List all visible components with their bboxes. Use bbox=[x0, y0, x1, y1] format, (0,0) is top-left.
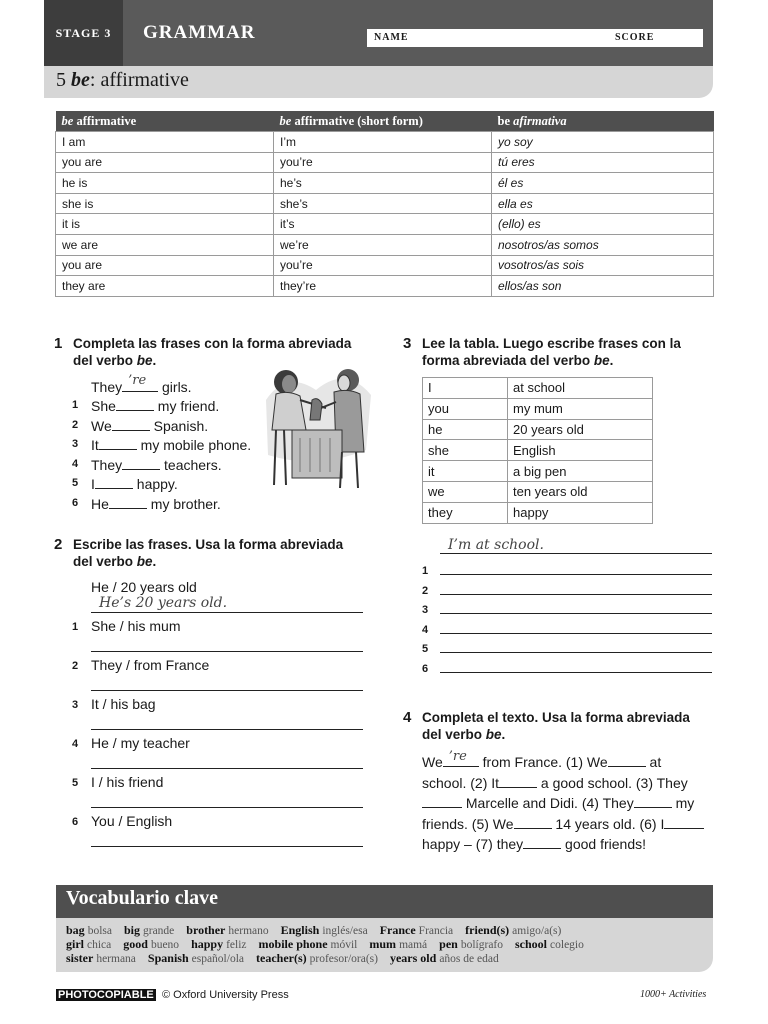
answer-line[interactable] bbox=[91, 612, 363, 613]
item-prompt: You / English bbox=[91, 813, 173, 829]
two-girls-illustration bbox=[256, 360, 378, 492]
table-row bbox=[423, 398, 653, 419]
table-row bbox=[423, 461, 653, 482]
vocab-translation: años de edad bbox=[439, 953, 499, 965]
table-row bbox=[423, 481, 653, 502]
item-prompt: They / from France bbox=[91, 657, 210, 673]
section-title: GRAMMAR bbox=[143, 22, 256, 43]
answer-blank[interactable] bbox=[99, 435, 137, 450]
item-number: 2 bbox=[422, 584, 429, 597]
exercise-instruction: Completa las frases con la forma abreviada del verbo be. bbox=[73, 336, 352, 368]
item-number: 6 bbox=[422, 663, 429, 675]
table-cell: my mum bbox=[508, 398, 653, 419]
photocopiable-badge: PHOTOCOPIABLE bbox=[58, 989, 154, 1001]
table-cell: he’s bbox=[274, 173, 492, 194]
answer-line[interactable] bbox=[440, 553, 712, 554]
vocab-word: mobile phone bbox=[258, 937, 328, 951]
example-prompt: He / 20 years old bbox=[91, 579, 197, 595]
answer-blank[interactable] bbox=[109, 494, 147, 509]
answer-line[interactable] bbox=[91, 651, 363, 652]
table-cell: nosotros/as somos bbox=[492, 234, 714, 255]
table-cell: (ello) es bbox=[492, 214, 714, 235]
table-row bbox=[56, 152, 714, 173]
table-header: be affirmative bbox=[56, 111, 274, 132]
table-cell: he is bbox=[56, 173, 274, 194]
table-cell: a big pen bbox=[508, 461, 653, 482]
table-header: be afirmativa bbox=[492, 111, 714, 132]
item-rest: my friend. bbox=[153, 398, 220, 414]
series-name: 1000+ Activities bbox=[640, 989, 707, 1000]
item-prompt: She / his mum bbox=[91, 618, 181, 634]
table-cell: it’s bbox=[274, 214, 492, 235]
table-row bbox=[56, 193, 714, 214]
table-cell: ella es bbox=[492, 193, 714, 214]
vocab-translation: hermana bbox=[96, 953, 136, 965]
vocab-translation: español/ola bbox=[191, 953, 244, 965]
answer-blank[interactable] bbox=[112, 416, 150, 431]
table-row bbox=[423, 440, 653, 461]
item-subject: She bbox=[91, 398, 116, 414]
vocab-word: Spanish bbox=[147, 951, 189, 965]
item-subject: We bbox=[91, 418, 112, 434]
table-row bbox=[56, 214, 714, 235]
item-number: 5 bbox=[422, 643, 429, 656]
list-item bbox=[91, 494, 221, 512]
vocab-row bbox=[66, 937, 596, 952]
item-number: 6 bbox=[72, 816, 79, 828]
vocab-translation: chica bbox=[87, 939, 112, 951]
table-cell: 20 years old bbox=[508, 419, 653, 440]
table-row bbox=[56, 132, 714, 153]
item-rest: teachers. bbox=[160, 457, 222, 473]
item-subject: It bbox=[91, 437, 99, 453]
item-number: 3 bbox=[72, 438, 79, 450]
item-number: 4 bbox=[72, 738, 79, 750]
vocab-translation: feliz bbox=[226, 939, 247, 951]
exercise-4-text: We ’re from France. (1) We at school. (2) It a good school. (3) They Marcelle and Didi. (4) They my friends. (5) We 14 years old. (6) I happy – (7) they good friends! bbox=[422, 752, 714, 855]
item-number: 6 bbox=[72, 497, 79, 509]
handwritten-answer: I’m at school. bbox=[448, 537, 544, 553]
exercise-number: 1 bbox=[54, 335, 63, 352]
be-affirmative-table bbox=[55, 111, 714, 297]
item-rest: my brother. bbox=[146, 496, 221, 512]
item-number: 4 bbox=[72, 458, 79, 470]
vocab-word: good bbox=[123, 937, 148, 951]
table-cell: they are bbox=[56, 276, 274, 297]
list-item bbox=[91, 416, 208, 434]
table-row bbox=[56, 276, 714, 297]
vocab-word: happy bbox=[191, 937, 224, 951]
answer-blank[interactable] bbox=[122, 455, 160, 470]
vocab-word: big bbox=[123, 923, 140, 937]
exercise-number: 3 bbox=[403, 335, 412, 352]
answer-line[interactable] bbox=[91, 768, 363, 769]
table-cell: you are bbox=[56, 255, 274, 276]
unit-title bbox=[56, 69, 189, 92]
item-number: 3 bbox=[72, 699, 79, 711]
table-cell: she’s bbox=[274, 193, 492, 214]
vocab-translation: inglés/esa bbox=[322, 925, 368, 937]
vocab-word: bag bbox=[66, 923, 85, 937]
list-item bbox=[91, 474, 178, 492]
vocab-translation: amigo/a(s) bbox=[512, 925, 562, 937]
list-item bbox=[91, 435, 251, 453]
table-cell: you’re bbox=[274, 255, 492, 276]
table-cell: English bbox=[508, 440, 653, 461]
answer-line[interactable] bbox=[91, 690, 363, 691]
item-number: 1 bbox=[72, 621, 79, 633]
vocab-word: teacher(s) bbox=[256, 951, 307, 965]
vocab-translation: bolsa bbox=[87, 925, 112, 937]
table-header: be affirmative (short form) bbox=[274, 111, 492, 132]
vocab-word: English bbox=[280, 923, 320, 937]
item-subject: He bbox=[91, 496, 109, 512]
item-number: 3 bbox=[422, 604, 429, 617]
answer-line[interactable] bbox=[440, 594, 712, 595]
vocab-word: years old bbox=[389, 951, 437, 965]
vocab-translation: mamá bbox=[399, 939, 428, 951]
item-number: 2 bbox=[72, 419, 79, 431]
handwritten-answer: He’s 20 years old. bbox=[99, 595, 228, 611]
vocab-title: Vocabulario clave bbox=[66, 887, 219, 909]
answer-line[interactable] bbox=[440, 633, 712, 634]
list-item bbox=[91, 455, 222, 473]
vocab-translation: profesor/ora(s) bbox=[309, 953, 378, 965]
answer-blank[interactable] bbox=[116, 396, 154, 411]
vocab-translation: hermano bbox=[228, 925, 269, 937]
answer-line[interactable] bbox=[91, 846, 363, 847]
table-cell: she is bbox=[56, 193, 274, 214]
answer-line[interactable] bbox=[440, 652, 712, 653]
table-cell: she bbox=[423, 440, 508, 461]
answer-line[interactable] bbox=[440, 672, 712, 673]
table-cell: it bbox=[423, 461, 508, 482]
exercise-instruction: Completa el texto. Usa la forma abreviada del verbo be. bbox=[422, 710, 690, 742]
answer-line[interactable] bbox=[440, 613, 712, 614]
publisher-credit: © Oxford University Press bbox=[162, 989, 289, 1001]
vocab-word: sister bbox=[66, 951, 94, 965]
item-number: 4 bbox=[422, 623, 429, 636]
vocab-translation: bolígrafo bbox=[460, 939, 504, 951]
stage-label: STAGE 3 bbox=[44, 0, 123, 66]
exercise-3-table bbox=[422, 377, 653, 524]
item-prompt: I / his friend bbox=[91, 774, 164, 790]
table-cell: we are bbox=[56, 234, 274, 255]
table-cell: ten years old bbox=[508, 481, 653, 502]
answer-line[interactable] bbox=[91, 729, 363, 730]
vocab-translation: móvil bbox=[330, 939, 358, 951]
table-cell: I am bbox=[56, 132, 274, 153]
item-prompt: It / his bag bbox=[91, 696, 156, 712]
answer-line[interactable] bbox=[440, 574, 712, 575]
table-cell: it is bbox=[56, 214, 274, 235]
vocab-row bbox=[66, 951, 511, 966]
example-sentence: They ’re girls. bbox=[91, 373, 192, 395]
vocab-row bbox=[66, 923, 573, 938]
item-number: 5 bbox=[72, 477, 79, 489]
table-cell: tú eres bbox=[492, 152, 714, 173]
item-number: 2 bbox=[72, 660, 79, 672]
table-cell: we’re bbox=[274, 234, 492, 255]
vocab-translation: Francia bbox=[418, 925, 454, 937]
vocab-word: girl bbox=[66, 937, 84, 951]
vocab-word: pen bbox=[439, 937, 458, 951]
table-row bbox=[56, 234, 714, 255]
table-row bbox=[56, 255, 714, 276]
table-cell: you’re bbox=[274, 152, 492, 173]
exercise-number: 4 bbox=[403, 709, 412, 726]
item-subject: I bbox=[91, 476, 95, 492]
table-cell: él es bbox=[492, 173, 714, 194]
unit-number: 5 bbox=[56, 69, 66, 91]
item-number: 5 bbox=[72, 777, 79, 789]
vocab-word: friend(s) bbox=[465, 923, 510, 937]
table-row bbox=[423, 419, 653, 440]
answer-blank[interactable] bbox=[95, 474, 133, 489]
table-cell: I’m bbox=[274, 132, 492, 153]
table-row bbox=[56, 173, 714, 194]
table-cell: ellos/as son bbox=[492, 276, 714, 297]
table-cell: he bbox=[423, 419, 508, 440]
vocab-translation: grande bbox=[142, 925, 175, 937]
exercise-instruction: Lee la tabla. Luego escribe frases con la forma abreviada del verbo be. bbox=[422, 336, 681, 368]
vocab-word: mum bbox=[369, 937, 397, 951]
exercise-instruction: Escribe las frases. Usa la forma abreviada del verbo be. bbox=[73, 537, 344, 569]
vocab-translation: bueno bbox=[150, 939, 180, 951]
item-rest: my mobile phone. bbox=[136, 437, 252, 453]
table-cell: at school bbox=[508, 378, 653, 399]
table-cell: yo soy bbox=[492, 132, 714, 153]
vocab-word: brother bbox=[186, 923, 226, 937]
item-number: 1 bbox=[422, 565, 429, 577]
table-row bbox=[423, 378, 653, 399]
table-cell: we bbox=[423, 481, 508, 502]
item-prompt: He / my teacher bbox=[91, 735, 190, 751]
table-row bbox=[423, 502, 653, 523]
table-cell: you bbox=[423, 398, 508, 419]
item-number: 1 bbox=[72, 399, 79, 411]
table-cell: vosotros/as sois bbox=[492, 255, 714, 276]
unit-rest: : affirmative bbox=[89, 69, 189, 91]
table-cell: I bbox=[423, 378, 508, 399]
table-cell: you are bbox=[56, 152, 274, 173]
item-rest: Spanish. bbox=[149, 418, 209, 434]
table-cell: they bbox=[423, 502, 508, 523]
name-label: NAME bbox=[374, 32, 409, 43]
vocab-word: France bbox=[379, 923, 416, 937]
unit-word: be bbox=[71, 69, 90, 91]
table-cell: happy bbox=[508, 502, 653, 523]
vocab-translation: colegio bbox=[550, 939, 584, 951]
list-item bbox=[91, 396, 219, 414]
answer-line[interactable] bbox=[91, 807, 363, 808]
score-label: SCORE bbox=[615, 32, 655, 43]
table-cell: they’re bbox=[274, 276, 492, 297]
item-subject: They bbox=[91, 457, 123, 473]
exercise-number: 2 bbox=[54, 536, 63, 553]
vocab-word: school bbox=[515, 937, 548, 951]
item-rest: happy. bbox=[132, 476, 178, 492]
